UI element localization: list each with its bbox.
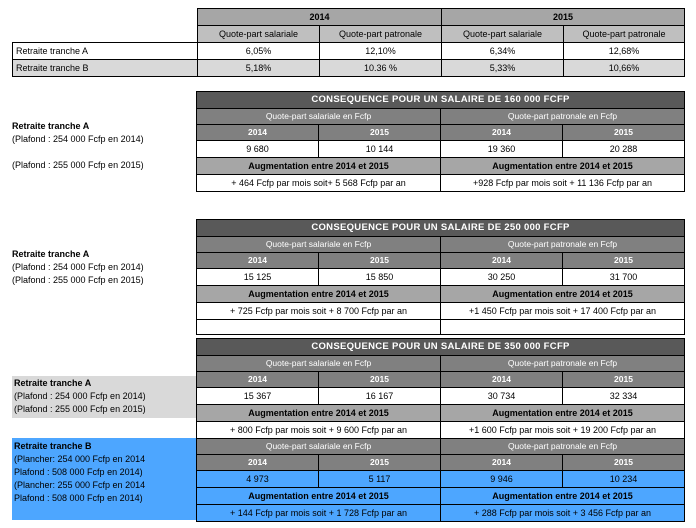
- spacer-cell-left: [197, 320, 441, 335]
- table-row: [13, 60, 685, 77]
- consequence-block-tranche-b: [196, 438, 685, 522]
- aug-label-3-pat: Augmentation entre 2014 et 2015: [441, 488, 685, 505]
- side-line2-2: (Plafond : 255 000 Fcfp en 2015): [14, 404, 146, 414]
- block-qp-row: [197, 356, 685, 372]
- block-title-row: [197, 92, 685, 109]
- block-qp-row: [197, 109, 685, 125]
- side-title-3: Retraite tranche B: [14, 441, 92, 451]
- corner-cell-2: [13, 26, 198, 43]
- block-value-row: [197, 471, 685, 488]
- result-0-pat: +928 Fcfp par mois soit + 11 136 Fcfp par an: [441, 175, 685, 192]
- cell-b-pat-2015: 10,66%: [564, 60, 685, 77]
- spacer-cell-right: [441, 320, 685, 335]
- result-1-sal: + 725 Fcfp par mois soit + 8 700 Fcfp par an: [197, 303, 441, 320]
- value-0-3: 20 288: [563, 141, 685, 158]
- value-1-0: 15 125: [197, 269, 319, 286]
- sub-header-1: Quote-part patronale: [320, 26, 442, 43]
- block-title-2: CONSEQUENCE POUR UN SALAIRE DE 350 000 FCFP: [197, 339, 685, 356]
- consequence-block-250000: [196, 219, 685, 335]
- block-title-1: CONSEQUENCE POUR UN SALAIRE DE 250 000 FCFP: [197, 220, 685, 237]
- year-0-1: 2015: [319, 125, 441, 141]
- year-3-1: 2015: [319, 455, 441, 471]
- block-result-row: [197, 422, 685, 439]
- table-row-sub-headers: [13, 26, 685, 43]
- block-result-row: [197, 303, 685, 320]
- block-result-row: [197, 505, 685, 522]
- value-0-2: 19 360: [441, 141, 563, 158]
- value-1-2: 30 250: [441, 269, 563, 286]
- sub-header-3: Quote-part patronale: [564, 26, 685, 43]
- block-qp-row: [197, 439, 685, 455]
- qp-salariale-2: Quote-part salariale en Fcfp: [197, 356, 441, 372]
- year-header-2014: 2014: [198, 9, 442, 26]
- qp-patronale-3: Quote-part patronale en Fcfp: [441, 439, 685, 455]
- year-0-3: 2015: [563, 125, 685, 141]
- block-title-row: [197, 339, 685, 356]
- side-title-1: Retraite tranche A: [12, 249, 90, 259]
- block-year-row: [197, 253, 685, 269]
- rates-table: [12, 8, 685, 77]
- result-3-sal: + 144 Fcfp par mois soit + 1 728 Fcfp par an: [197, 505, 441, 522]
- block-value-row: [197, 141, 685, 158]
- year-1-3: 2015: [563, 253, 685, 269]
- qp-salariale-0: Quote-part salariale en Fcfp: [197, 109, 441, 125]
- value-1-3: 31 700: [563, 269, 685, 286]
- value-2-3: 32 334: [563, 388, 685, 405]
- year-2-2: 2014: [441, 372, 563, 388]
- result-1-pat: +1 450 Fcfp par mois soit + 17 400 Fcfp par an: [441, 303, 685, 320]
- cell-b-pat-2014: 10.36 %: [320, 60, 442, 77]
- side-label-block-2: [14, 377, 146, 416]
- year-2-3: 2015: [563, 372, 685, 388]
- aug-label-0-sal: Augmentation entre 2014 et 2015: [197, 158, 441, 175]
- side-line1-1: (Plafond : 254 000 Fcfp en 2014): [12, 262, 144, 272]
- qp-patronale-2: Quote-part patronale en Fcfp: [441, 356, 685, 372]
- value-3-2: 9 946: [441, 471, 563, 488]
- qp-salariale-3: Quote-part salariale en Fcfp: [197, 439, 441, 455]
- side-line1-3: (Plancher: 254 000 Fcfp en 2014: [14, 454, 146, 464]
- aug-label-1-pat: Augmentation entre 2014 et 2015: [441, 286, 685, 303]
- year-1-2: 2014: [441, 253, 563, 269]
- side-line1-2: (Plafond : 254 000 Fcfp en 2014): [14, 391, 146, 401]
- year-0-0: 2014: [197, 125, 319, 141]
- side-line4-3: Plafond : 508 000 Fcfp en 2014): [14, 493, 143, 503]
- row-label-tranche-a: Retraite tranche A: [13, 43, 198, 60]
- aug-label-1-sal: Augmentation entre 2014 et 2015: [197, 286, 441, 303]
- cell-b-sal-2014: 5,18%: [198, 60, 320, 77]
- result-3-pat: + 288 Fcfp par mois soit + 3 456 Fcfp par an: [441, 505, 685, 522]
- side-line2-1: (Plafond : 255 000 Fcfp en 2015): [12, 275, 144, 285]
- side-label-block-3: [14, 440, 145, 505]
- value-3-1: 5 117: [319, 471, 441, 488]
- block-year-row: [197, 372, 685, 388]
- block-aug-row: [197, 158, 685, 175]
- block-title-0: CONSEQUENCE POUR UN SALAIRE DE 160 000 FCFP: [197, 92, 685, 109]
- block-spacer-row: [197, 320, 685, 335]
- year-2-1: 2015: [319, 372, 441, 388]
- row-label-tranche-b: Retraite tranche B: [13, 60, 198, 77]
- sub-header-2: Quote-part salariale: [442, 26, 564, 43]
- block-result-row: [197, 175, 685, 192]
- qp-salariale-1: Quote-part salariale en Fcfp: [197, 237, 441, 253]
- cell-a-pat-2015: 12,68%: [564, 43, 685, 60]
- value-2-1: 16 167: [319, 388, 441, 405]
- value-2-0: 15 367: [197, 388, 319, 405]
- side-label-block-0: [12, 120, 144, 172]
- cell-a-sal-2015: 6,34%: [442, 43, 564, 60]
- aug-label-3-sal: Augmentation entre 2014 et 2015: [197, 488, 441, 505]
- value-1-1: 15 850: [319, 269, 441, 286]
- year-2-0: 2014: [197, 372, 319, 388]
- block-title-row: [197, 220, 685, 237]
- consequence-block-350000: [196, 338, 685, 439]
- table-row: [13, 43, 685, 60]
- result-2-pat: +1 600 Fcfp par mois soit + 19 200 Fcfp par an: [441, 422, 685, 439]
- block-value-row: [197, 388, 685, 405]
- block-aug-row: [197, 488, 685, 505]
- year-0-2: 2014: [441, 125, 563, 141]
- cell-b-sal-2015: 5,33%: [442, 60, 564, 77]
- side-line2-3: Plafond : 508 000 Fcfp en 2014): [14, 467, 143, 477]
- block-year-row: [197, 125, 685, 141]
- cell-a-sal-2014: 6,05%: [198, 43, 320, 60]
- aug-label-2-sal: Augmentation entre 2014 et 2015: [197, 405, 441, 422]
- consequence-block-160000: [196, 91, 685, 192]
- result-2-sal: + 800 Fcfp par mois soit + 9 600 Fcfp par an: [197, 422, 441, 439]
- year-3-2: 2014: [441, 455, 563, 471]
- side-line1-0: (Plafond : 254 000 Fcfp en 2014): [12, 134, 144, 144]
- side-title-0: Retraite tranche A: [12, 121, 90, 131]
- value-0-1: 10 144: [319, 141, 441, 158]
- year-1-0: 2014: [197, 253, 319, 269]
- corner-cell: [13, 9, 198, 26]
- side-label-block-1: [12, 248, 144, 287]
- year-header-2015: 2015: [442, 9, 685, 26]
- year-1-1: 2015: [319, 253, 441, 269]
- table-row-year-headers: [13, 9, 685, 26]
- aug-label-0-pat: Augmentation entre 2014 et 2015: [441, 158, 685, 175]
- result-0-sal: + 464 Fcfp par mois soit+ 5 568 Fcfp par an: [197, 175, 441, 192]
- block-aug-row: [197, 405, 685, 422]
- side-line3-3: (Plancher: 255 000 Fcfp en 2014: [14, 480, 146, 490]
- block-qp-row: [197, 237, 685, 253]
- sub-header-0: Quote-part salariale: [198, 26, 320, 43]
- year-3-3: 2015: [563, 455, 685, 471]
- block-aug-row: [197, 286, 685, 303]
- aug-label-2-pat: Augmentation entre 2014 et 2015: [441, 405, 685, 422]
- value-3-3: 10 234: [563, 471, 685, 488]
- side-line2-0: (Plafond : 255 000 Fcfp en 2015): [12, 160, 144, 170]
- year-3-0: 2014: [197, 455, 319, 471]
- qp-patronale-1: Quote-part patronale en Fcfp: [441, 237, 685, 253]
- block-value-row: [197, 269, 685, 286]
- value-3-0: 4 973: [197, 471, 319, 488]
- block-year-row: [197, 455, 685, 471]
- qp-patronale-0: Quote-part patronale en Fcfp: [441, 109, 685, 125]
- value-0-0: 9 680: [197, 141, 319, 158]
- cell-a-pat-2014: 12,10%: [320, 43, 442, 60]
- side-title-2: Retraite tranche A: [14, 378, 92, 388]
- value-2-2: 30 734: [441, 388, 563, 405]
